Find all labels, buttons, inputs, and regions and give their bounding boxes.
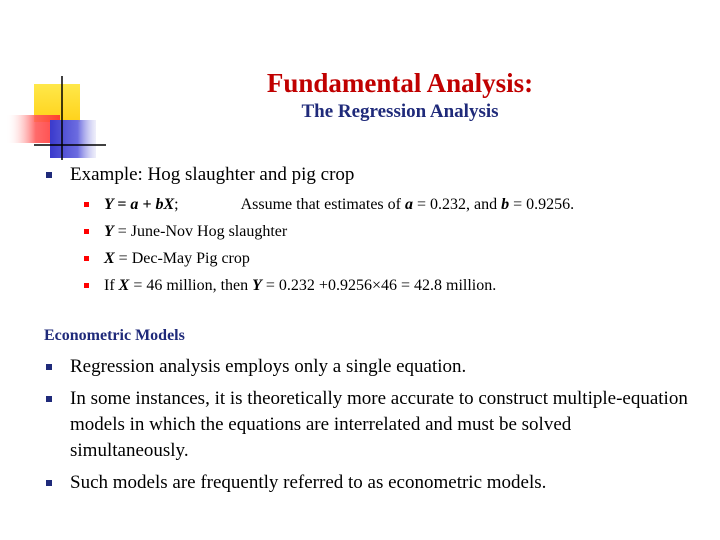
eq-equals: = [113, 196, 131, 213]
logo-blue-bar [50, 120, 96, 158]
var-bx: bX [155, 196, 175, 213]
assume-b-value: = 0.9256. [509, 196, 575, 213]
if-middle: = 46 million, then [129, 277, 253, 294]
var-a: a [130, 196, 139, 213]
if-var-x: X [118, 277, 130, 294]
decorative-logo [0, 0, 110, 170]
x-var: X [104, 250, 115, 267]
bullet-multiple-equation: In some instances, it is theoretically more accurate to construct multiple-equation models in which the equations are interrelated and must be solved simultaneously. [44, 386, 694, 464]
x-definition: = Dec-May Pig crop [114, 250, 250, 267]
slide-title [200, 68, 600, 124]
if-text: If [104, 277, 119, 294]
assume-var-b: b [501, 196, 510, 213]
if-var-y: Y [252, 277, 262, 294]
assume-var-a: a [404, 196, 413, 213]
econometric-heading: Econometric Models [44, 327, 185, 344]
assume-a-value: = 0.232, and [412, 196, 502, 213]
sub-bullet-equation [44, 194, 694, 215]
y-var: Y [104, 223, 114, 240]
title-main: Fundamental Analysis: [266, 68, 534, 98]
if-result: = 0.232 +0.9256×46 = 42.8 million. [261, 277, 497, 294]
bullet-econometric-models: Such models are frequently referred to as econometric models. [44, 470, 694, 496]
y-definition: = June-Nov Hog slaughter [113, 223, 288, 240]
var-y: Y [104, 196, 114, 213]
sub-bullet-x-definition [44, 248, 694, 269]
title-subtitle: The Regression Analysis [301, 101, 499, 122]
sub-bullet-y-definition [44, 221, 694, 242]
assume-text: Assume that estimates of [240, 196, 405, 213]
eq-plus: + [138, 196, 156, 213]
bullet-single-equation: Regression analysis employs only a single equation. [44, 354, 694, 380]
eq-semicolon: ; [174, 196, 179, 213]
slide-body [44, 162, 694, 496]
sub-bullet-calculation [44, 275, 694, 296]
bullet-example-heading: Example: Hog slaughter and pig crop [44, 162, 694, 188]
